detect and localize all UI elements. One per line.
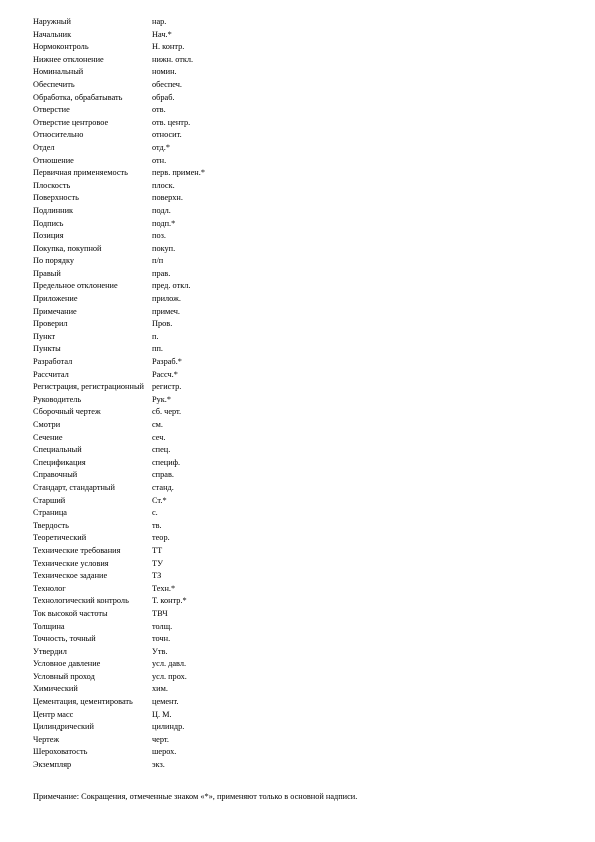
term-cell: Обработка, обрабатывать bbox=[33, 92, 123, 102]
table-row bbox=[33, 29, 393, 42]
term-cell: Рассчитал bbox=[33, 369, 69, 379]
abbreviation-cell: усл. прох. bbox=[152, 671, 187, 681]
table-row bbox=[33, 280, 393, 293]
table-row bbox=[33, 79, 393, 92]
abbreviation-cell: нижн. откл. bbox=[152, 54, 194, 64]
table-row bbox=[33, 734, 393, 747]
term-cell: Наружный bbox=[33, 17, 71, 26]
term-cell: Сечение bbox=[33, 432, 63, 442]
table-row bbox=[33, 545, 393, 558]
abbreviation-cell: ТВЧ bbox=[152, 608, 168, 618]
abbreviation-cell: Разраб.* bbox=[152, 357, 182, 367]
abbreviation-cell: Рук.* bbox=[152, 394, 172, 404]
term-cell: Подпись bbox=[33, 218, 64, 228]
table-row bbox=[33, 419, 393, 432]
abbreviation-cell: ТТ bbox=[152, 545, 163, 555]
term-cell: Центр масс bbox=[33, 709, 74, 719]
table-row bbox=[33, 218, 393, 231]
table-row bbox=[33, 721, 393, 734]
abbreviation-cell: шерох. bbox=[152, 747, 177, 757]
table-row bbox=[33, 532, 393, 545]
term-cell: Подлинник bbox=[33, 205, 74, 215]
term-cell: Цилиндрический bbox=[33, 722, 94, 732]
abbreviation-cell: см. bbox=[152, 420, 164, 429]
table-row bbox=[33, 343, 393, 356]
table-row bbox=[33, 129, 393, 142]
abbreviation-cell: с. bbox=[152, 508, 158, 518]
term-cell: Точность, точный bbox=[33, 634, 96, 644]
table-row bbox=[33, 331, 393, 344]
abbreviation-cell: п. bbox=[152, 331, 159, 341]
table-row bbox=[33, 520, 393, 533]
term-cell: Приложение bbox=[33, 294, 78, 304]
abbreviation-cell: сеч. bbox=[152, 432, 166, 442]
term-cell: Правый bbox=[33, 268, 61, 278]
abbreviation-cell: цилиндр. bbox=[152, 722, 185, 732]
term-cell: Технические требования bbox=[33, 545, 121, 555]
term-cell: Страница bbox=[33, 508, 67, 518]
abbreviation-cell: п/п bbox=[152, 256, 164, 266]
table-row bbox=[33, 432, 393, 445]
term-cell: Старший bbox=[33, 495, 66, 505]
table-row bbox=[33, 482, 393, 495]
abbreviation-cell: сб. черт. bbox=[152, 407, 182, 417]
table-row bbox=[33, 558, 393, 571]
term-cell: Нижнее отклонение bbox=[33, 54, 104, 64]
term-cell: Технические условия bbox=[33, 558, 109, 568]
abbreviation-cell: плоск. bbox=[152, 180, 175, 190]
table-row bbox=[33, 142, 393, 155]
term-cell: Проверил bbox=[33, 319, 68, 329]
table-row bbox=[33, 671, 393, 684]
table-row bbox=[33, 369, 393, 382]
term-cell: Стандарт, стандартный bbox=[33, 482, 115, 492]
abbreviation-cell: отн. bbox=[152, 155, 167, 165]
term-cell: Толщина bbox=[33, 621, 65, 631]
abbreviation-cell: Ст.* bbox=[152, 495, 167, 505]
term-cell: Предельное отклонение bbox=[33, 281, 118, 291]
table-row bbox=[33, 709, 393, 722]
term-cell: Справочный bbox=[33, 470, 78, 480]
abbreviation-cell: Техн.* bbox=[152, 583, 176, 593]
table-row bbox=[33, 16, 393, 29]
term-cell: Покупка, покупной bbox=[33, 243, 102, 253]
table-row bbox=[33, 683, 393, 696]
table-row bbox=[33, 608, 393, 621]
table-row bbox=[33, 507, 393, 520]
table-row bbox=[33, 495, 393, 508]
abbreviation-cell: обраб. bbox=[152, 92, 175, 102]
table-row bbox=[33, 167, 393, 180]
term-cell: Смотри bbox=[33, 420, 61, 429]
abbreviation-cell: Ц. М. bbox=[152, 709, 172, 719]
term-cell: Сборочный чертеж bbox=[33, 407, 101, 417]
term-cell: Начальник bbox=[33, 29, 72, 39]
table-row bbox=[33, 104, 393, 117]
term-cell: Позиция bbox=[33, 231, 64, 241]
abbreviation-cell: экз. bbox=[152, 760, 165, 770]
table-row bbox=[33, 696, 393, 709]
term-cell: Утвердил bbox=[33, 646, 67, 656]
abbreviation-cell: подп.* bbox=[152, 218, 176, 228]
abbreviation-cell: Нач.* bbox=[152, 29, 172, 39]
table-row bbox=[33, 457, 393, 470]
footnote: Примечание: Сокращения, отмеченные знаком «*», применяют только в основной надписи. bbox=[33, 792, 358, 801]
table-row bbox=[33, 469, 393, 482]
term-cell: Отношение bbox=[33, 155, 74, 165]
abbreviation-cell: отв. bbox=[152, 105, 166, 115]
abbreviation-cell: покуп. bbox=[152, 243, 176, 253]
abbreviation-cell: тв. bbox=[152, 520, 162, 530]
term-cell: По порядку bbox=[33, 256, 75, 266]
abbreviation-cell: отд.* bbox=[152, 142, 170, 152]
table-row bbox=[33, 41, 393, 54]
term-cell: Пункт bbox=[33, 331, 56, 341]
term-cell: Руководитель bbox=[33, 394, 82, 404]
table-row bbox=[33, 306, 393, 319]
abbreviation-cell: прав. bbox=[152, 268, 171, 278]
table-row bbox=[33, 406, 393, 419]
term-cell: Отдел bbox=[33, 142, 55, 152]
table-row bbox=[33, 255, 393, 268]
abbreviation-cell: поверхн. bbox=[152, 193, 183, 203]
abbreviation-cell: усл. давл. bbox=[152, 659, 187, 669]
abbreviation-cell: подл. bbox=[152, 205, 171, 215]
abbreviation-cell: пред. откл. bbox=[152, 281, 191, 291]
term-cell: Цементация, цементировать bbox=[33, 697, 133, 707]
abbreviation-cell: специф. bbox=[152, 457, 181, 467]
table-row bbox=[33, 621, 393, 634]
abbreviation-cell: Утв. bbox=[152, 646, 168, 656]
table-row bbox=[33, 658, 393, 671]
table-row bbox=[33, 394, 393, 407]
term-cell: Примечание bbox=[33, 306, 77, 316]
table-row bbox=[33, 759, 393, 772]
abbreviation-cell: примеч. bbox=[152, 306, 181, 316]
abbreviation-cell: отв. центр. bbox=[152, 117, 191, 127]
table-row bbox=[33, 646, 393, 659]
term-cell: Номинальный bbox=[33, 67, 84, 77]
term-cell: Обеспечить bbox=[33, 79, 75, 89]
table-row bbox=[33, 54, 393, 67]
table-row bbox=[33, 243, 393, 256]
table-row bbox=[33, 570, 393, 583]
abbreviation-cell: теор. bbox=[152, 533, 170, 543]
abbreviation-cell: номин. bbox=[152, 67, 177, 77]
term-cell: Поверхность bbox=[33, 193, 79, 203]
term-cell: Химический bbox=[33, 684, 78, 694]
term-cell: Чертеж bbox=[33, 734, 60, 744]
table-row bbox=[33, 66, 393, 79]
table-row bbox=[33, 444, 393, 457]
abbreviation-cell: обеспеч. bbox=[152, 79, 182, 89]
abbreviation-cell: Рассч.* bbox=[152, 369, 178, 379]
term-cell: Нормоконтроль bbox=[33, 42, 89, 52]
term-cell: Ток высокой частоты bbox=[33, 608, 108, 618]
table-row bbox=[33, 230, 393, 243]
abbreviation-cell: черт. bbox=[152, 734, 169, 744]
abbreviation-cell: станд. bbox=[152, 482, 174, 492]
table-row bbox=[33, 92, 393, 105]
term-cell: Шероховатость bbox=[33, 747, 88, 757]
table-row bbox=[33, 268, 393, 281]
table-row bbox=[33, 746, 393, 759]
term-cell: Техническое задание bbox=[33, 571, 108, 581]
term-cell: Твердость bbox=[33, 520, 69, 530]
term-cell: Отверстие центровое bbox=[33, 117, 109, 127]
abbreviation-cell: ТУ bbox=[152, 558, 163, 568]
term-cell: Разработал bbox=[33, 357, 73, 367]
table-row bbox=[33, 155, 393, 168]
term-cell: Условное давление bbox=[33, 659, 101, 669]
table-row bbox=[33, 595, 393, 608]
abbreviation-cell: Н. контр. bbox=[152, 42, 185, 52]
abbreviation-table bbox=[33, 16, 393, 772]
table-row bbox=[33, 117, 393, 130]
term-cell: Относительно bbox=[33, 130, 84, 140]
term-cell: Теоретический bbox=[33, 533, 87, 543]
table-row bbox=[33, 633, 393, 646]
term-cell: Отверстие bbox=[33, 105, 70, 115]
table-row bbox=[33, 318, 393, 331]
term-cell: Спецификация bbox=[33, 457, 86, 467]
term-cell: Регистрация, регистрационный bbox=[33, 382, 144, 392]
abbreviation-cell: регистр. bbox=[152, 382, 182, 392]
abbreviation-cell: нар. bbox=[152, 17, 167, 26]
abbreviation-cell: Пров. bbox=[152, 319, 173, 329]
table-row bbox=[33, 180, 393, 193]
abbreviation-cell: хим. bbox=[152, 684, 168, 694]
abbreviation-cell: пп. bbox=[152, 344, 163, 354]
abbreviation-cell: толщ. bbox=[152, 621, 173, 631]
term-cell: Пункты bbox=[33, 344, 61, 354]
abbreviation-cell: относит. bbox=[152, 130, 182, 140]
table-row bbox=[33, 583, 393, 596]
abbreviation-cell: ТЗ bbox=[152, 571, 162, 581]
table-row bbox=[33, 205, 393, 218]
term-cell: Условный проход bbox=[33, 671, 95, 681]
abbreviation-cell: поз. bbox=[152, 231, 166, 241]
table-row bbox=[33, 356, 393, 369]
abbreviation-cell: спец. bbox=[152, 445, 171, 455]
table-row bbox=[33, 293, 393, 306]
term-cell: Технолог bbox=[33, 583, 66, 593]
abbreviation-cell: перв. примен.* bbox=[152, 168, 205, 178]
abbreviation-cell: справ. bbox=[152, 470, 174, 480]
abbreviation-cell: цемент. bbox=[152, 697, 179, 707]
table-row bbox=[33, 192, 393, 205]
table-row bbox=[33, 381, 393, 394]
term-cell: Первичная применяемость bbox=[33, 168, 128, 178]
abbreviation-cell: Т. контр.* bbox=[152, 596, 187, 606]
term-cell: Плоскость bbox=[33, 180, 71, 190]
term-cell: Технологический контроль bbox=[33, 596, 129, 606]
term-cell: Специальный bbox=[33, 445, 82, 455]
term-cell: Экземпляр bbox=[33, 760, 72, 770]
abbreviation-cell: прилож. bbox=[152, 294, 181, 304]
abbreviation-cell: точн. bbox=[152, 634, 171, 644]
